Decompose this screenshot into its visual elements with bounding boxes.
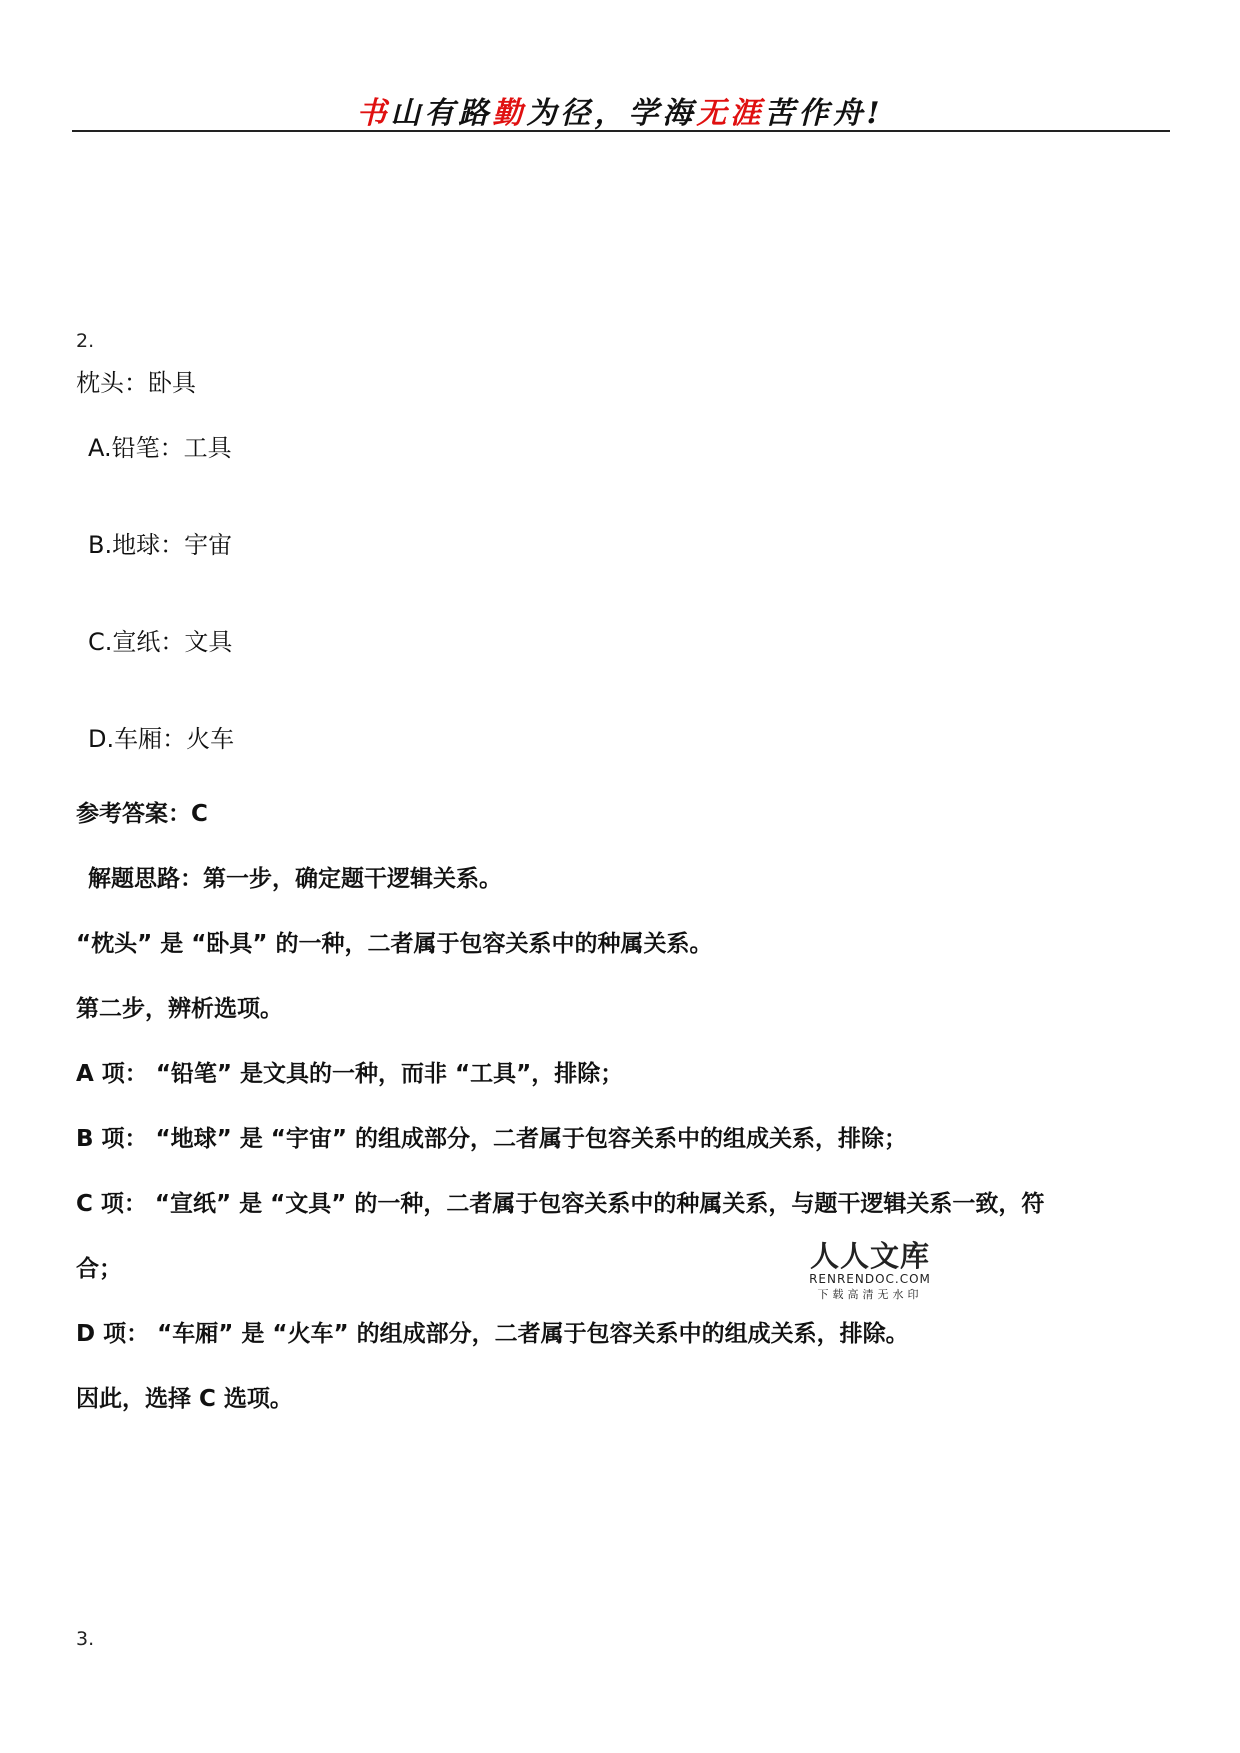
- explanation-line: 因此，选择 C 选项。: [76, 1386, 293, 1412]
- motto-part-4: 为径，学海: [526, 96, 697, 131]
- explanation-line: 解题思路：第一步，确定题干逻辑关系。: [88, 866, 502, 892]
- option-a: A.铅笔：工具: [88, 434, 232, 462]
- question-stem: 枕头：卧具: [76, 369, 196, 397]
- question-number: 2.: [76, 330, 95, 352]
- watermark-logo: [808, 1240, 932, 1302]
- option-d: D.车厢：火车: [88, 725, 235, 753]
- motto-part-1: 书: [356, 96, 391, 131]
- explanation-line: “枕头” 是 “卧具” 的一种，二者属于包容关系中的种属关系。: [76, 931, 713, 957]
- motto-part-5: 无涯: [696, 96, 765, 131]
- motto-part-6: 苦作舟!: [764, 96, 884, 131]
- explanation-line: D 项： “车厢” 是 “火车” 的组成部分，二者属于包容关系中的组成关系，排除。: [76, 1321, 909, 1347]
- option-b: B.地球：宇宙: [88, 531, 233, 559]
- reference-answer: 参考答案：C: [76, 801, 208, 827]
- watermark-domain: RENRENDOC.COM: [809, 1272, 931, 1286]
- explanation-line: B 项： “地球” 是 “宇宙” 的组成部分，二者属于包容关系中的组成关系，排除；: [76, 1126, 908, 1152]
- watermark-title: 人人文库: [809, 1239, 930, 1273]
- explanation-line: A 项： “铅笔” 是文具的一种，而非 “工具”，排除；: [76, 1061, 624, 1087]
- watermark-subtitle: 下载高清无水印: [817, 1288, 923, 1301]
- explanation-line: 第二步，辨析选项。: [76, 996, 283, 1022]
- header-divider: [72, 130, 1170, 132]
- next-question-number: 3.: [76, 1628, 95, 1650]
- motto-part-2: 山有路: [390, 96, 493, 131]
- motto-part-3: 勤: [492, 96, 527, 131]
- header-motto: [0, 88, 1240, 132]
- option-c: C.宣纸：文具: [88, 628, 233, 656]
- explanation-line: C 项： “宣纸” 是 “文具” 的一种，二者属于包容关系中的种属关系，与题干逻辑关系一致，符: [76, 1191, 1045, 1217]
- explanation-line: 合；: [76, 1256, 122, 1282]
